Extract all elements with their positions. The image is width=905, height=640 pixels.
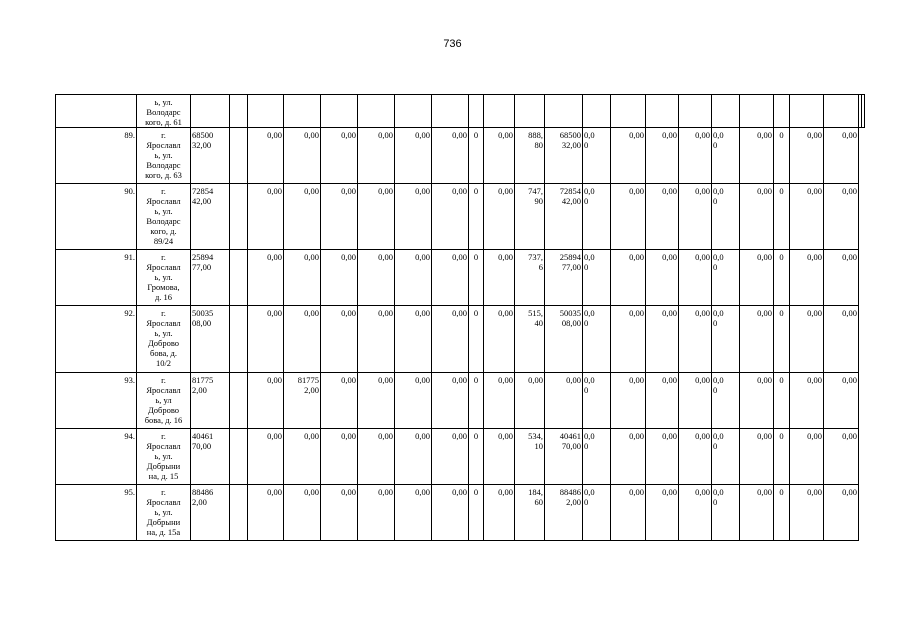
value-cell: 0,00 <box>248 306 284 373</box>
page-number: 736 <box>443 38 462 50</box>
value-cell: 68500 32,00 <box>545 128 583 184</box>
row-number: 93. <box>56 373 137 429</box>
value-cell: 0,00 <box>740 429 774 485</box>
value-cell: 0,00 <box>358 485 395 541</box>
value-cell: 0,00 <box>284 306 321 373</box>
row-number: 94. <box>56 429 137 485</box>
table-row <box>56 128 865 184</box>
value-cell: 0,00 <box>432 306 469 373</box>
value-cell: 0,00 <box>790 250 824 306</box>
value-cell: 0,00 <box>611 306 646 373</box>
row-number <box>56 95 137 128</box>
table-row <box>56 429 865 485</box>
value-cell: 0,00 <box>484 485 515 541</box>
value-cell: 0,00 <box>824 485 859 541</box>
value-cell: 0 <box>469 373 484 429</box>
value-cell: 0,00 <box>679 128 712 184</box>
value-cell: 0,00 <box>646 250 679 306</box>
row-number: 91. <box>56 250 137 306</box>
value-cell: 0,00 <box>432 250 469 306</box>
value-cell: 0,00 <box>395 184 432 250</box>
value-cell: 81775 2,00 <box>191 373 230 429</box>
value-cell: 0,00 <box>824 184 859 250</box>
address-cell: г. Ярославл ь, ул Доброво бова, д. 16 <box>137 373 191 429</box>
value-cell: 81775 2,00 <box>284 373 321 429</box>
value-cell <box>469 95 484 128</box>
value-cell: 0,0 0 <box>712 128 740 184</box>
value-cell <box>230 95 248 128</box>
value-cell: 0,00 <box>484 429 515 485</box>
value-cell: 0,00 <box>824 306 859 373</box>
value-cell: 534, 10 <box>515 429 545 485</box>
value-cell: 0,00 <box>545 373 583 429</box>
value-cell: 0,00 <box>740 306 774 373</box>
row-number: 89. <box>56 128 137 184</box>
value-cell: 0,00 <box>432 184 469 250</box>
value-cell: 0,00 <box>824 373 859 429</box>
value-cell: 0 <box>469 306 484 373</box>
value-cell: 0,00 <box>646 184 679 250</box>
value-cell: 0 <box>774 485 790 541</box>
table-body <box>56 95 865 541</box>
value-cell <box>646 95 679 128</box>
value-cell: 0,00 <box>358 128 395 184</box>
value-cell <box>583 95 611 128</box>
value-cell: 50035 08,00 <box>191 306 230 373</box>
value-cell: 50035 08,00 <box>545 306 583 373</box>
value-cell: 0,00 <box>395 485 432 541</box>
value-cell: 0,00 <box>824 128 859 184</box>
value-cell: 0,00 <box>248 250 284 306</box>
value-cell: 0,00 <box>358 306 395 373</box>
address-cell: г. Ярославл ь, ул. Громова, д. 16 <box>137 250 191 306</box>
row-number: 90. <box>56 184 137 250</box>
value-cell: 0,00 <box>395 429 432 485</box>
value-cell: 0,00 <box>484 373 515 429</box>
value-cell: 0,00 <box>284 128 321 184</box>
value-cell: 0,00 <box>321 184 358 250</box>
value-cell: 72854 42,00 <box>545 184 583 250</box>
value-cell: 0,00 <box>432 485 469 541</box>
value-cell: 0,00 <box>646 306 679 373</box>
value-cell <box>862 95 865 128</box>
value-cell: 0,00 <box>740 485 774 541</box>
value-cell: 0,0 0 <box>712 306 740 373</box>
row-number: 95. <box>56 485 137 541</box>
value-cell: 0,00 <box>824 250 859 306</box>
value-cell: 0,00 <box>432 373 469 429</box>
value-cell: 0,0 0 <box>583 250 611 306</box>
value-cell: 0,00 <box>284 250 321 306</box>
value-cell: 0,00 <box>611 429 646 485</box>
value-cell <box>545 95 583 128</box>
value-cell <box>230 373 248 429</box>
value-cell: 0,00 <box>646 373 679 429</box>
value-cell: 0,00 <box>358 250 395 306</box>
value-cell <box>230 306 248 373</box>
value-cell: 0,00 <box>611 373 646 429</box>
value-cell: 0,00 <box>646 485 679 541</box>
value-cell: 0,00 <box>484 128 515 184</box>
value-cell: 0,00 <box>358 184 395 250</box>
value-cell: 0,00 <box>321 128 358 184</box>
table-row <box>56 373 865 429</box>
value-cell: 0,00 <box>248 373 284 429</box>
value-cell: 0,0 0 <box>583 128 611 184</box>
value-cell: 0,00 <box>484 184 515 250</box>
value-cell <box>248 95 284 128</box>
value-cell: 0,00 <box>395 306 432 373</box>
value-cell: 184, 60 <box>515 485 545 541</box>
value-cell <box>321 95 358 128</box>
value-cell: 0,00 <box>395 128 432 184</box>
value-cell: 0,00 <box>790 485 824 541</box>
value-cell: 0,00 <box>358 373 395 429</box>
value-cell: 0,00 <box>248 429 284 485</box>
value-cell <box>679 95 712 128</box>
value-cell: 0,00 <box>679 429 712 485</box>
table-row <box>56 250 865 306</box>
value-cell: 68500 32,00 <box>191 128 230 184</box>
value-cell: 0,00 <box>321 429 358 485</box>
value-cell: 0,00 <box>790 429 824 485</box>
value-cell: 0,00 <box>740 128 774 184</box>
value-cell: 0 <box>774 128 790 184</box>
value-cell: 0,00 <box>321 306 358 373</box>
table-row <box>56 306 865 373</box>
value-cell <box>230 429 248 485</box>
value-cell: 40461 70,00 <box>545 429 583 485</box>
value-cell: 0,0 0 <box>712 373 740 429</box>
value-cell: 0,00 <box>646 429 679 485</box>
value-cell: 515, 40 <box>515 306 545 373</box>
value-cell: 72854 42,00 <box>191 184 230 250</box>
value-cell: 0 <box>469 485 484 541</box>
value-cell: 0,0 0 <box>583 373 611 429</box>
value-cell: 0,00 <box>611 184 646 250</box>
value-cell <box>230 485 248 541</box>
table-row <box>56 184 865 250</box>
value-cell: 0,00 <box>248 485 284 541</box>
value-cell: 0,00 <box>395 373 432 429</box>
value-cell: 747, 90 <box>515 184 545 250</box>
row-number: 92. <box>56 306 137 373</box>
value-cell: 0,0 0 <box>583 429 611 485</box>
value-cell: 0 <box>774 250 790 306</box>
housing-register-table <box>55 94 865 541</box>
value-cell: 0 <box>469 184 484 250</box>
value-cell: 0 <box>774 373 790 429</box>
value-cell <box>774 95 790 128</box>
value-cell: 0,00 <box>248 128 284 184</box>
value-cell: 0,00 <box>515 373 545 429</box>
table-row <box>56 95 865 128</box>
value-cell: 0,00 <box>740 184 774 250</box>
value-cell: 0,00 <box>611 128 646 184</box>
value-cell: 0,00 <box>432 429 469 485</box>
address-cell: ь, ул. Володарс кого, д. 61 <box>137 95 191 128</box>
value-cell <box>740 95 774 128</box>
value-cell: 0,0 0 <box>712 485 740 541</box>
value-cell: 25894 77,00 <box>545 250 583 306</box>
address-cell: г. Ярославл ь, ул. Володарс кого, д. 89/24 <box>137 184 191 250</box>
value-cell: 0,00 <box>321 250 358 306</box>
value-cell: 0 <box>469 429 484 485</box>
value-cell <box>230 128 248 184</box>
table-row <box>56 485 865 541</box>
value-cell: 0,00 <box>484 250 515 306</box>
value-cell: 0,00 <box>484 306 515 373</box>
value-cell: 88486 2,00 <box>545 485 583 541</box>
value-cell: 0,0 0 <box>712 429 740 485</box>
value-cell <box>358 95 395 128</box>
value-cell: 0,00 <box>321 485 358 541</box>
value-cell: 0,00 <box>611 250 646 306</box>
value-cell: 0,00 <box>646 128 679 184</box>
value-cell <box>790 95 824 128</box>
value-cell: 0,0 0 <box>583 485 611 541</box>
value-cell <box>432 95 469 128</box>
value-cell: 0 <box>774 306 790 373</box>
value-cell <box>230 184 248 250</box>
value-cell: 0,00 <box>740 373 774 429</box>
value-cell: 0,00 <box>790 306 824 373</box>
value-cell: 0,00 <box>284 485 321 541</box>
value-cell <box>230 250 248 306</box>
value-cell <box>191 95 230 128</box>
value-cell: 0,00 <box>284 429 321 485</box>
address-cell: г. Ярославл ь, ул. Доброво бова, д. 10/2 <box>137 306 191 373</box>
value-cell: 0,00 <box>679 373 712 429</box>
value-cell: 888, 80 <box>515 128 545 184</box>
address-cell: г. Ярославл ь, ул. Добрыни на, д. 15 <box>137 429 191 485</box>
value-cell: 737, 6 <box>515 250 545 306</box>
value-cell <box>395 95 432 128</box>
address-cell: г. Ярославл ь, ул. Володарс кого, д. 63 <box>137 128 191 184</box>
value-cell: 0,00 <box>248 184 284 250</box>
value-cell: 0,00 <box>790 373 824 429</box>
value-cell: 0,00 <box>284 184 321 250</box>
address-cell: г. Ярославл ь, ул. Добрыни на, д. 15а <box>137 485 191 541</box>
value-cell: 0 <box>774 184 790 250</box>
value-cell: 0,00 <box>790 128 824 184</box>
value-cell: 0,0 0 <box>712 184 740 250</box>
value-cell: 0,00 <box>358 429 395 485</box>
value-cell: 0,00 <box>679 184 712 250</box>
value-cell: 0,00 <box>432 128 469 184</box>
value-cell <box>824 95 859 128</box>
value-cell <box>284 95 321 128</box>
value-cell: 0,00 <box>679 306 712 373</box>
value-cell: 0,00 <box>321 373 358 429</box>
value-cell: 0 <box>469 128 484 184</box>
value-cell: 0,00 <box>611 485 646 541</box>
value-cell <box>515 95 545 128</box>
value-cell: 0,00 <box>679 485 712 541</box>
value-cell <box>611 95 646 128</box>
value-cell: 0,00 <box>679 250 712 306</box>
value-cell: 0,00 <box>790 184 824 250</box>
value-cell: 88486 2,00 <box>191 485 230 541</box>
value-cell: 0,0 0 <box>712 250 740 306</box>
value-cell: 0,00 <box>395 250 432 306</box>
value-cell <box>484 95 515 128</box>
value-cell: 0,0 0 <box>583 184 611 250</box>
value-cell: 0,0 0 <box>583 306 611 373</box>
value-cell <box>712 95 740 128</box>
value-cell: 25894 77,00 <box>191 250 230 306</box>
value-cell: 0,00 <box>740 250 774 306</box>
value-cell: 40461 70,00 <box>191 429 230 485</box>
value-cell: 0 <box>774 429 790 485</box>
value-cell: 0,00 <box>824 429 859 485</box>
value-cell: 0 <box>469 250 484 306</box>
